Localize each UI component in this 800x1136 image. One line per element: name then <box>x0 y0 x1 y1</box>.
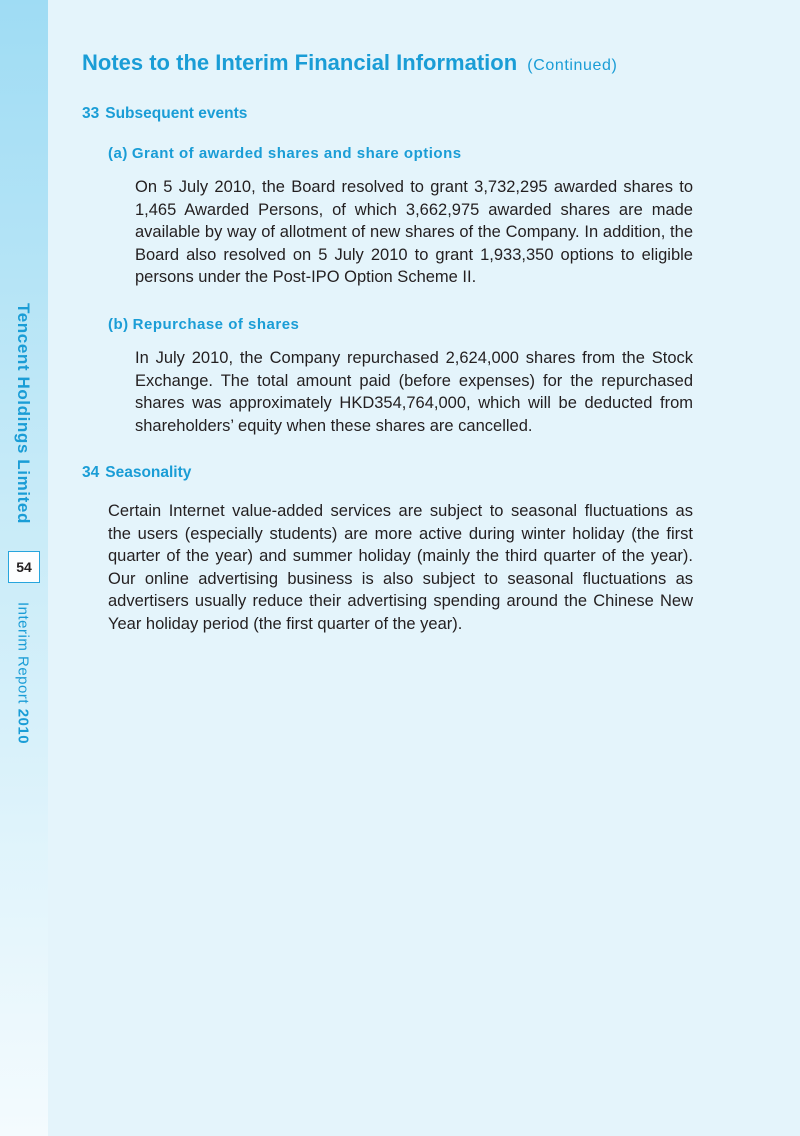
page-number: 54 <box>8 551 40 583</box>
subsection-marker: (b) <box>108 316 129 333</box>
section-heading-subsequent-events <box>82 105 247 123</box>
subsection-title: Grant of awarded shares and share options <box>131 145 462 162</box>
section-title: Subsequent events <box>105 105 248 122</box>
sidebar-company-name: Tencent Holdings Limited <box>14 303 33 524</box>
page-title <box>82 50 617 76</box>
section-number: 33 <box>82 105 100 122</box>
subsection-marker: (a) <box>108 145 128 162</box>
section-number: 34 <box>82 464 100 481</box>
paragraph-grant: On 5 July 2010, the Board resolved to grant 3,732,295 awarded shares to 1,465 Awarded Persons, of which 3,662,975 awarded shares are made available by way of allotment of new shares of the Company. In addition, the Board also resolved on 5 July 2010 to grant 1,933,350 options to eligible persons under the Post-IPO Option Scheme II. <box>135 178 693 286</box>
subsection-title: Repurchase of shares <box>132 316 300 333</box>
section-heading-seasonality <box>82 464 191 482</box>
subsection-heading-grant <box>108 145 462 162</box>
subsection-heading-repurchase <box>108 316 299 333</box>
paragraph-seasonality: Certain Internet value-added services are subject to seasonal fluctuations as the users (especially students) are more active during winter holiday (the first quarter of the year) and summer holiday (mainly the third quarter of the year). Our online advertising business is also subject to seasonal fluctuations as advertisers usually reduce their advertising spending around the Chinese New Year holiday period (the first quarter of the year). <box>108 502 693 633</box>
page-title-text: Notes to the Interim Financial Information <box>82 50 518 75</box>
paragraph-repurchase: In July 2010, the Company repurchased 2,624,000 shares from the Stock Exchange. The total amount paid (before expenses) for the repurchased shares was approximately HKD354,764,000, which will be deducted from shareholders’ equity when these shares are cancelled. <box>135 349 693 435</box>
section-title: Seasonality <box>105 464 192 481</box>
page-title-continued: (Continued) <box>527 57 618 74</box>
sidebar-report-label <box>15 602 32 744</box>
report-label: Interim Report <box>14 602 32 705</box>
report-year: 2010 <box>14 708 32 745</box>
